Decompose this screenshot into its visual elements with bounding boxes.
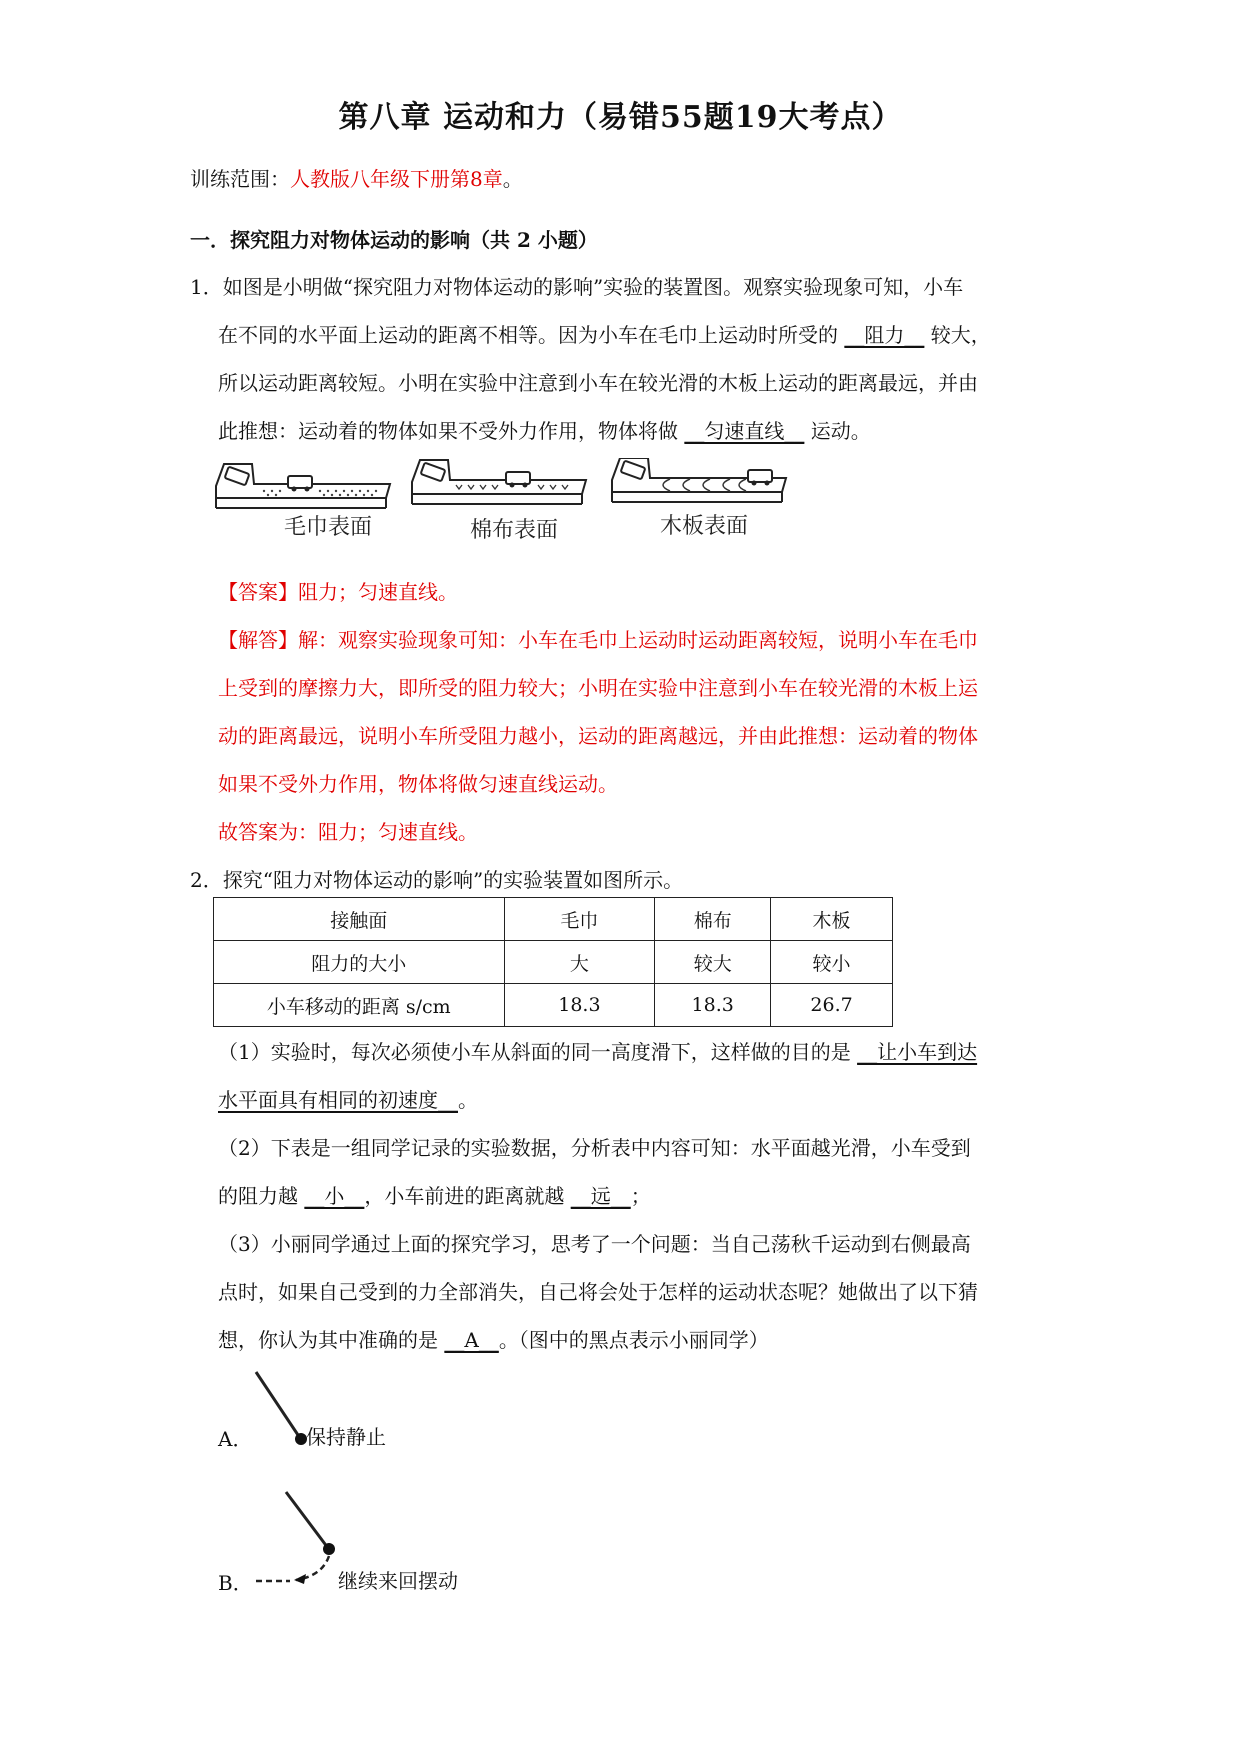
table-row bbox=[214, 898, 893, 941]
cotton-surface-diagram bbox=[412, 460, 586, 504]
table-cell: 木板 bbox=[771, 898, 893, 941]
q1-line2-pre: 在不同的水平面上运动的距离不相等。因为小车在毛巾上运动时所受的 bbox=[218, 323, 838, 347]
scope-label: 训练范围： bbox=[190, 167, 290, 191]
q1-explain-4: 如果不受外力作用，物体将做匀速直线运动。 bbox=[218, 772, 618, 796]
table-cell: 18.3 bbox=[655, 984, 771, 1027]
q2-part2-mid: ，小车前进的距离就越 bbox=[364, 1184, 565, 1208]
table-cell: 26.7 bbox=[771, 984, 893, 1027]
q1-line4-pre: 此推想：运动着的物体如果不受外力作用，物体将做 bbox=[218, 419, 678, 443]
table-row bbox=[214, 984, 893, 1027]
q2-part1-line2 bbox=[218, 1087, 478, 1113]
option-a-text: 保持静止 bbox=[306, 1425, 386, 1449]
q1-final-answer: 故答案为：阻力；匀速直线。 bbox=[218, 820, 478, 844]
answer-tag: 【答案】 bbox=[218, 580, 298, 604]
q2-part3-line3 bbox=[218, 1327, 769, 1353]
q2-part3-blank: __A__ bbox=[444, 1328, 499, 1352]
q2-part2-end: ； bbox=[630, 1184, 651, 1208]
q2-part1-line1 bbox=[218, 1039, 977, 1065]
option-a-letter: A． bbox=[218, 1427, 253, 1451]
q2-part1-end: 。 bbox=[458, 1088, 478, 1112]
option-b-text: 继续来回摆动 bbox=[338, 1569, 458, 1593]
explain-tag: 【解答】 bbox=[218, 628, 298, 652]
q1-line2-post: 较大， bbox=[930, 323, 991, 347]
table-row bbox=[214, 941, 893, 984]
q1-answer bbox=[218, 579, 458, 605]
q1-line4-post: 运动。 bbox=[810, 419, 871, 443]
scope-end: 。 bbox=[502, 167, 523, 191]
explain-text-1: 解：观察实验现象可知：小车在毛巾上运动时运动距离较短，说明小车在毛巾 bbox=[298, 628, 978, 652]
table-cell: 大 bbox=[504, 941, 655, 984]
option-b-diagram bbox=[250, 1488, 350, 1588]
cotton-label: 棉布表面 bbox=[470, 518, 559, 543]
scope-value: 人教版八年级下册第8章 bbox=[290, 167, 503, 191]
q1-line4 bbox=[218, 418, 871, 444]
q2-part2-line1: （2）下表是一组同学记录的实验数据，分析表中内容可知：水平面越光滑，小车受到 bbox=[218, 1136, 971, 1160]
q1-explain-2: 上受到的摩擦力大，即所受的阻力较大；小明在实验中注意到小车在较光滑的木板上运 bbox=[218, 676, 978, 700]
page-title: 第八章 运动和力（易错55题19大考点） bbox=[338, 100, 903, 135]
q2-part2-blank-1: __小__ bbox=[304, 1184, 365, 1208]
q1-explain-1 bbox=[218, 627, 978, 653]
table-cell: 棉布 bbox=[655, 898, 771, 941]
table-cell: 阻力的大小 bbox=[214, 941, 505, 984]
option-b-letter: B． bbox=[218, 1571, 253, 1595]
q2-part2-blank-2: __远__ bbox=[570, 1184, 631, 1208]
towel-label: 毛巾表面 bbox=[284, 515, 373, 540]
q2-part2-pre: 的阻力越 bbox=[218, 1184, 298, 1208]
q1-blank-2: __匀速直线__ bbox=[684, 419, 805, 443]
q2-stem: 2．探究“阻力对物体运动的影响”的实验装置如图所示。 bbox=[190, 868, 684, 892]
q2-part1-blank-a: __让小车到达 bbox=[857, 1040, 978, 1064]
q2-part3-pre: 想，你认为其中准确的是 bbox=[218, 1328, 438, 1352]
table-cell: 较小 bbox=[771, 941, 893, 984]
q2-part3-post: 。（图中的黑点表示小丽同学） bbox=[498, 1328, 769, 1352]
wood-label: 木板表面 bbox=[660, 514, 749, 539]
table-cell: 接触面 bbox=[214, 898, 505, 941]
option-a-diagram bbox=[250, 1368, 310, 1448]
q2-part1-pre: （1）实验时，每次必须使小车从斜面的同一高度滑下，这样做的目的是 bbox=[218, 1040, 851, 1064]
table-cell: 18.3 bbox=[504, 984, 655, 1027]
results-table bbox=[213, 897, 893, 1027]
q1-line1: 1．如图是小明做“探究阻力对物体运动的影响”实验的装置图。观察实验现象可知，小车 bbox=[190, 275, 964, 299]
q2-part1-blank-b: 水平面具有相同的初速度__ bbox=[218, 1088, 458, 1112]
q1-blank-1: __阻力__ bbox=[844, 323, 925, 347]
towel-surface-diagram bbox=[216, 464, 390, 508]
table-cell: 毛巾 bbox=[504, 898, 655, 941]
training-scope bbox=[190, 166, 523, 192]
q1-explain-3: 动的距离最远，说明小车所受阻力越小，运动的距离越远，并由此推想：运动着的物体 bbox=[218, 724, 978, 748]
table-cell: 小车移动的距离 s/cm bbox=[214, 984, 505, 1027]
wood-surface-diagram bbox=[612, 458, 786, 502]
q1-line3: 所以运动距离较短。小明在实验中注意到小车在较光滑的木板上运动的距离最远，并由 bbox=[218, 371, 978, 395]
q2-part2-line2 bbox=[218, 1183, 651, 1209]
table-cell: 较大 bbox=[655, 941, 771, 984]
section-heading: 一．探究阻力对物体运动的影响（共 2 小题） bbox=[190, 228, 598, 252]
q1-line2 bbox=[218, 322, 991, 348]
q2-part3-line1: （3）小丽同学通过上面的探究学习，思考了一个问题：当自己荡秋千运动到右侧最高 bbox=[218, 1232, 971, 1256]
q2-part3-line2: 点时，如果自己受到的力全部消失，自己将会处于怎样的运动状态呢？她做出了以下猜 bbox=[218, 1280, 978, 1304]
answer-text: 阻力；匀速直线。 bbox=[298, 580, 458, 604]
